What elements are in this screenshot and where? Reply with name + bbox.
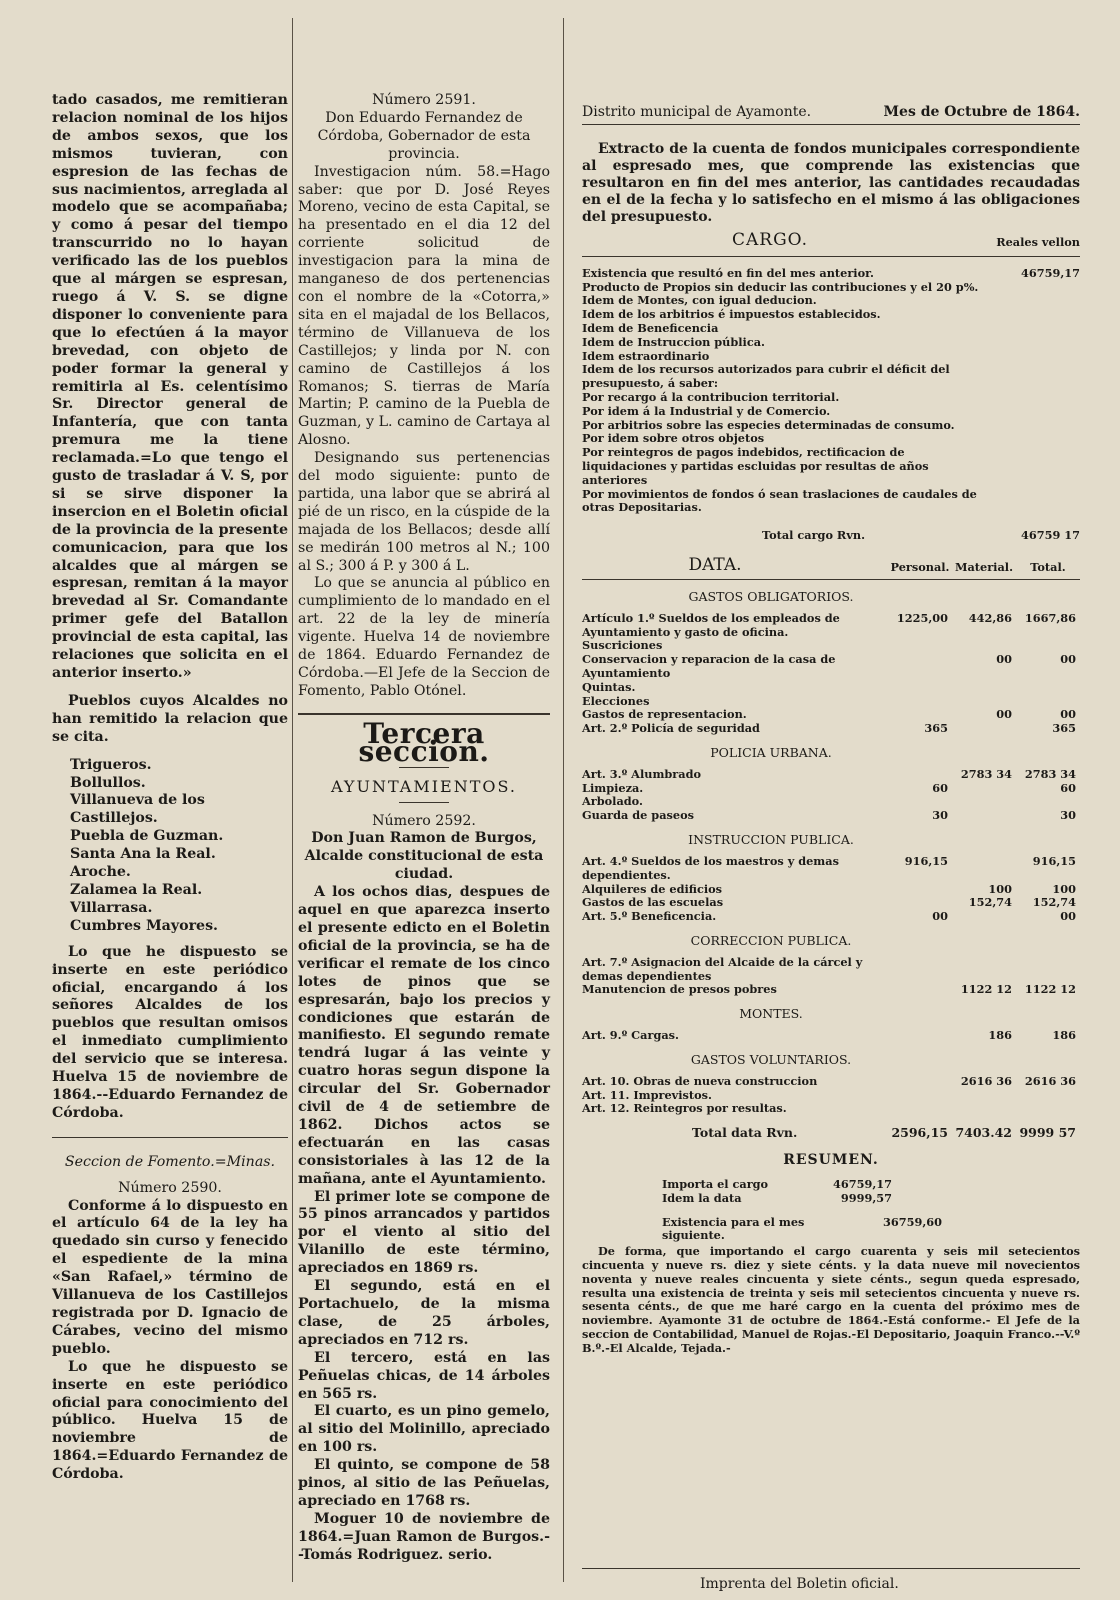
row-value: 365 bbox=[1052, 721, 1076, 736]
row-value: 916,15 bbox=[1032, 853, 1076, 868]
row-value bbox=[888, 956, 952, 984]
row-label: Art. 12. Reintegros por resultas. bbox=[582, 1101, 787, 1116]
row-label: Art. 10. Obras de nueva construccion bbox=[582, 1073, 818, 1088]
row-value: 00 bbox=[996, 652, 1012, 667]
paragraph: El tercero, está en las Peñuelas chicas, de 14 árboles en 565 rs. bbox=[298, 1349, 550, 1402]
divider bbox=[298, 713, 550, 715]
section-heading: CORRECCION PUBLICA. bbox=[690, 932, 852, 948]
table-row bbox=[582, 983, 1080, 997]
row-value bbox=[1016, 795, 1080, 809]
cargo-line: Producto de Propios sin deducir las contribuciones y el 20 p%. bbox=[582, 279, 979, 294]
row-value bbox=[952, 695, 1016, 709]
resumen-line: Importa el cargo 46759,17 bbox=[662, 1176, 892, 1191]
cargo-line: Idem de Instruccion pública. bbox=[582, 334, 765, 349]
row-value: 2783 34 bbox=[960, 766, 1012, 781]
column-2 bbox=[298, 92, 550, 1565]
total-data-value: 2596,15 bbox=[891, 1125, 948, 1141]
table-row bbox=[582, 1075, 1080, 1089]
row-value bbox=[1016, 695, 1080, 709]
row-value bbox=[888, 1029, 952, 1043]
row-value: 442,86 bbox=[968, 610, 1012, 625]
row-value bbox=[888, 1102, 952, 1116]
row-value bbox=[1016, 1102, 1080, 1116]
row-value: 00 bbox=[996, 707, 1012, 722]
row-label: Art. 3.º Alumbrado bbox=[582, 766, 702, 781]
row-value bbox=[952, 795, 1016, 809]
row-value bbox=[888, 1089, 952, 1103]
column-3 bbox=[582, 104, 1080, 1355]
row-value: 1667,86 bbox=[1024, 610, 1076, 625]
row-value: 2783 34 bbox=[1024, 766, 1076, 781]
row-value: 186 bbox=[988, 1028, 1012, 1043]
row-label: Art. 7.º Asignacion del Alcaide de la cárcel y demas dependientes bbox=[582, 954, 863, 983]
cargo-line: Por reintegros de pagos indebidos, rectificacion de liquidaciones y partidas escluidas por resultas de años anteriores bbox=[582, 445, 929, 487]
row-label: Artículo 1.º Sueldos de los empleados de Ayuntamiento y gasto de oficina. bbox=[582, 610, 840, 639]
row-value: 152,74 bbox=[968, 895, 1012, 910]
month-label: Mes de Octubre de 1864. bbox=[883, 104, 1080, 120]
cargo-line: Idem de Beneficencia bbox=[582, 321, 719, 335]
row-label: Art. 4.º Sueldos de los maestros y demas dependientes. bbox=[582, 853, 839, 882]
paragraph: Investigacion núm. 58.=Hago saber: que por D. José Reyes Moreno, vecino de esta Capital, se ha presentado en el dia 12 del corriente solicitud de investigacion para la mina de manganeso de dos pertenencias con el nombre de la «Cotorra,» sita en el majadal de los Bellacos, término de Villanueva de los Castillejos; y linda por N. con camino de Castillejos á los Romanos; S. tierras de María Martin; P. camino de la Puebla de Guzman, y L. camino de Cartaya al Alosno. bbox=[298, 163, 550, 449]
row-value bbox=[888, 639, 952, 653]
row-value bbox=[952, 1089, 1016, 1103]
total-data-value: 9999 57 bbox=[1019, 1125, 1076, 1141]
divider bbox=[582, 1568, 1080, 1569]
number-heading: Número 2592. bbox=[372, 812, 476, 829]
paragraph: tado casados, me remitieran relacion nominal de los hijos de ambos sexos, que los mismos tuvieran, con espresion de las fechas de sus nacimientos, arreglada al modelo que se acompañaba; y como á pesar del tiempo transcurrido no lo hayan verificado las de los pueblos que al márgen se espresan, ruego á V. S. se digne disponer lo conveniente para que lo efectúen á la mayor brevedad, con objeto de poder formar la general y remitirla al Es. celentísimo Sr. Director general de Infantería, que con tanta premura me la tiene reclamada.=Lo que tengo el gusto de trasladar á V. S, por si se sirve disponer la insercion en el Boletin oficial de la provincia de la presente comunicacion, para que los alcaldes que al márgen se espresan, remitan á la mayor brevedad al Sr. Comandante primer gefe del Batallon provincial de esta capital, las relaciones que solicita en el anterior inserto.» bbox=[52, 92, 288, 681]
row-value: 916,15 bbox=[904, 853, 948, 868]
list-item: Bollullos. bbox=[70, 774, 146, 791]
table-row bbox=[582, 883, 1080, 897]
table-row bbox=[582, 695, 1080, 709]
row-value bbox=[952, 722, 1016, 736]
row-value: 100 bbox=[988, 881, 1012, 896]
row-value: 00 bbox=[1060, 707, 1076, 722]
col-header: Material. bbox=[954, 560, 1014, 575]
section-heading: Seccion de Fomento.=Minas. bbox=[64, 1153, 276, 1170]
row-value bbox=[888, 681, 952, 695]
row-label: Conservacion y reparacion de la casa de Ayuntamiento bbox=[582, 652, 836, 680]
row-value bbox=[1016, 1089, 1080, 1103]
district-label: Distrito municipal de Ayamonte. bbox=[582, 104, 812, 120]
list-item: Santa Ana la Real. bbox=[70, 846, 216, 863]
list-item: Villanueva de los Castillejos. bbox=[70, 792, 205, 827]
table-row bbox=[582, 896, 1080, 910]
paragraph: Lo que he dispuesto se inserte en este periódico oficial, encargando á los señores Alcaldes de los pueblos que resultan omisos el inmediato cumplimiento del servicio que se interesa. Huelva 15 de noviembre de 1864.--Eduardo Fernandez de Córdoba. bbox=[52, 943, 288, 1121]
row-value bbox=[888, 983, 952, 997]
row-label: Limpieza. bbox=[582, 780, 644, 795]
section-title: Tercera seccion. bbox=[358, 716, 490, 768]
row-value bbox=[888, 768, 952, 782]
paragraph: Conforme á lo dispuesto en el artículo 64 de la ley ha quedado sin curso y fenecido el espediente de la mina «San Rafael,» término de Villanueva de los Castillejos registrada por D. Ignacio de Cárabes, vecino del mismo pueblo. bbox=[52, 1197, 288, 1357]
list-item: Aroche. bbox=[70, 864, 131, 881]
paragraph: El segundo, está en el Portachuelo, de la misma clase, de 25 árboles, apreciados en 712 rs. bbox=[298, 1278, 550, 1348]
row-value bbox=[888, 1075, 952, 1089]
divider bbox=[582, 256, 1080, 257]
col-header: Total. bbox=[1030, 560, 1066, 575]
row-value bbox=[888, 708, 952, 722]
heading: Don Juan Ramon de Burgos, Alcalde constitucional de esta ciudad. bbox=[304, 830, 544, 883]
divider bbox=[52, 1137, 288, 1138]
table-row bbox=[582, 1102, 1080, 1116]
resumen-title: RESUMEN. bbox=[783, 1152, 879, 1169]
number-heading: Número 2591. bbox=[372, 92, 476, 108]
cargo-title: CARGO. bbox=[732, 229, 809, 250]
paragraph: Lo que se anuncia al público en cumplimiento de lo mandado en el art. 22 de la ley de minería vigente. Huelva 14 de noviembre de 1864. Eduardo Fernandez de Córdoba.—El Jefe de la Seccion de Fomento, Pablo Otónel. bbox=[298, 575, 550, 699]
row-value: 2616 36 bbox=[960, 1073, 1012, 1088]
section-subtitle: AYUNTAMIENTOS. bbox=[331, 776, 517, 796]
row-value: 186 bbox=[1052, 1028, 1076, 1043]
row-label: Art. 5.º Beneficencia. bbox=[582, 909, 717, 924]
closing-paragraph: De forma, que importando el cargo cuarenta y seis mil setecientos cincuenta y nueve rs. diez y siete cénts. y la data nueve mil novecientos noventa y nueve reales cincuenta y siete cénts., segun queda espresado, resulta una existencia de treinta y seis mil setecientos cincuenta y nueve rs. sesenta cénts., de que me haré cargo en la cuenta del próximo mes de noviembre. Ayamonte 31 de octubre de 1864.-Está conforme.- El Jefe de la seccion de Contabilidad, Manuel de Rojas.-El Depositario, Joaquin Franco.--V.º B.º.-El Alcalde, Tejada.- bbox=[582, 1244, 1080, 1355]
list-item: Villarrasa. bbox=[70, 899, 153, 916]
row-value: 60 bbox=[932, 780, 948, 795]
cargo-line: Por idem sobre otros objetos bbox=[582, 431, 765, 446]
row-value: 100 bbox=[1052, 881, 1076, 896]
row-value: 00 bbox=[1060, 652, 1076, 667]
cargo-line: Por movimientos de fondos ó sean traslaciones de caudales de otras Depositarias. bbox=[582, 486, 977, 515]
column-divider bbox=[563, 18, 564, 1582]
data-header bbox=[582, 554, 1080, 575]
cargo-list bbox=[582, 267, 1080, 515]
table-row bbox=[582, 809, 1080, 823]
table-row bbox=[582, 855, 1080, 883]
row-value bbox=[1016, 639, 1080, 653]
divider bbox=[582, 579, 1080, 580]
table-row bbox=[582, 795, 1080, 809]
cargo-line: Existencia que resultó en fin del mes anterior. 46759,17 bbox=[582, 265, 1080, 280]
list-item: Puebla de Guzman. bbox=[70, 828, 224, 845]
table-row bbox=[582, 768, 1080, 782]
pueblos-title: Pueblos cuyos Alcaldes no han remitido la relacion que se cita. bbox=[52, 692, 288, 745]
data-title: DATA. bbox=[688, 554, 742, 575]
row-value bbox=[888, 883, 952, 897]
list-item: Trigueros. bbox=[70, 756, 152, 773]
resumen-list bbox=[662, 1178, 892, 1206]
table-row bbox=[582, 639, 1080, 653]
total-data bbox=[582, 1126, 1080, 1140]
row-label: Quintas. bbox=[582, 679, 636, 694]
table-row bbox=[582, 708, 1080, 722]
row-value bbox=[952, 639, 1016, 653]
row-label: Elecciones bbox=[582, 693, 650, 708]
paragraph: El quinto, se compone de 58 pinos, al sitio de las Peñuelas, apreciado en 1768 rs. bbox=[298, 1457, 550, 1509]
row-label: Art. 9.º Cargas. bbox=[582, 1028, 679, 1043]
cargo-line: Idem de los recursos autorizados para cubrir el déficit del presupuesto, á saber: bbox=[582, 362, 950, 391]
cargo-line: Idem de los arbitrios é impuestos establecidos. bbox=[582, 307, 881, 322]
paragraph: Lo que he dispuesto se inserte en este periódico oficial para conocimiento del público. Huelva 15 de noviembre de 1864.=Eduardo Fernandez de Córdoba. bbox=[52, 1358, 288, 1483]
row-value: 60 bbox=[1060, 780, 1076, 795]
cargo-line: Idem de Montes, con igual deducion. bbox=[582, 293, 817, 308]
row-value bbox=[952, 910, 1016, 924]
col-header: Personal. bbox=[890, 560, 950, 575]
row-value bbox=[952, 681, 1016, 695]
row-value: 152,74 bbox=[1032, 895, 1076, 910]
row-value bbox=[952, 782, 1016, 796]
row-value bbox=[952, 855, 1016, 883]
existencia bbox=[662, 1216, 942, 1244]
existencia-value: 36759,60 bbox=[883, 1214, 942, 1229]
table-row bbox=[582, 612, 1080, 640]
row-value bbox=[952, 1102, 1016, 1116]
table-row bbox=[582, 1089, 1080, 1103]
pueblos-list bbox=[52, 757, 288, 936]
row-label: Guarda de paseos bbox=[582, 808, 694, 823]
list-item: Zalamea la Real. bbox=[70, 881, 203, 898]
row-value bbox=[1016, 956, 1080, 984]
section-heading: GASTOS OBLIGATORIOS. bbox=[688, 588, 854, 604]
cargo-line: Idem estraordinario bbox=[582, 348, 710, 363]
footer-imprint: Imprenta del Boletin oficial. bbox=[700, 1576, 899, 1592]
table-row bbox=[582, 956, 1080, 984]
row-label: Art. 2.º Policía de seguridad bbox=[582, 721, 760, 736]
resumen-line: Idem la data 9999,57 bbox=[662, 1190, 892, 1205]
row-label: Art. 11. Imprevistos. bbox=[582, 1087, 712, 1102]
row-value: 30 bbox=[1060, 808, 1076, 823]
section-heading: INSTRUCCION PUBLICA. bbox=[688, 832, 854, 848]
row-label: Manutencion de presos pobres bbox=[582, 982, 777, 997]
row-value: 1122 12 bbox=[960, 982, 1012, 997]
paragraph: El cuarto, es un pino gemelo, al sitio del Molinillo, apreciado en 100 rs. bbox=[298, 1403, 550, 1456]
total-data-label: Total data Rvn. bbox=[692, 1125, 798, 1141]
row-value: 365 bbox=[924, 721, 948, 736]
row-label: Gastos de representacion. bbox=[582, 707, 747, 722]
table-row bbox=[582, 722, 1080, 736]
row-label: Gastos de las escuelas bbox=[582, 895, 724, 910]
existencia-label: Existencia para el mes siguiente. bbox=[662, 1214, 805, 1243]
row-value: 00 bbox=[1060, 909, 1076, 924]
row-label: Suscriciones bbox=[582, 638, 663, 653]
row-value: 2616 36 bbox=[1024, 1073, 1076, 1088]
row-value bbox=[888, 795, 952, 809]
row-value: 1122 12 bbox=[1024, 982, 1076, 997]
divider bbox=[399, 802, 449, 803]
section-heading: GASTOS VOLUNTARIOS. bbox=[690, 1051, 852, 1067]
row-value: 00 bbox=[932, 909, 948, 924]
table-row bbox=[582, 910, 1080, 924]
list-item: Cumbres Mayores. bbox=[70, 917, 218, 934]
cargo-line: Por recargo á la contribucion territorial. bbox=[582, 389, 840, 404]
row-value bbox=[952, 956, 1016, 984]
table-row bbox=[582, 681, 1080, 695]
row-value bbox=[888, 695, 952, 709]
total-cargo-value: 46759 17 bbox=[1021, 528, 1080, 543]
row-value bbox=[888, 653, 952, 681]
row-value: 1225,00 bbox=[896, 610, 948, 625]
section-heading: MONTES. bbox=[739, 1006, 803, 1022]
table-row bbox=[582, 1029, 1080, 1043]
total-cargo bbox=[582, 529, 1080, 543]
row-value: 30 bbox=[932, 808, 948, 823]
reales-label: Reales vellon bbox=[996, 235, 1080, 250]
column-divider bbox=[292, 18, 293, 1582]
column-1 bbox=[52, 92, 288, 1484]
table-row bbox=[582, 653, 1080, 681]
row-value bbox=[952, 809, 1016, 823]
table-row bbox=[582, 782, 1080, 796]
section-heading: POLICIA URBANA. bbox=[710, 744, 832, 760]
total-cargo-label: Total cargo Rvn. bbox=[762, 528, 866, 543]
total-data-value: 7403.42 bbox=[955, 1125, 1012, 1141]
row-label: Alquileres de edificios bbox=[582, 881, 723, 896]
data-table bbox=[582, 588, 1080, 1116]
row-label: Arbolado. bbox=[582, 794, 643, 809]
heading: Don Eduardo Fernandez de Córdoba, Gobernador de esta provincia. bbox=[317, 109, 531, 162]
cargo-line: Por arbitrios sobre las especies determinadas de consumo. bbox=[582, 417, 955, 432]
cargo-header bbox=[582, 229, 1080, 250]
account-title: Extracto de la cuenta de fondos municipales correspondiente al espresado mes, que comprende las existencias que resultaron en fin del mes anterior, las cantidades recaudadas en el de la fecha y lo satisfecho en el mismo á las obligaciones del presupuesto. bbox=[582, 140, 1080, 225]
row-value bbox=[1016, 681, 1080, 695]
paragraph: Designando sus pertenencias del modo siguiente: punto de partida, una labor que se abrirá al pié de un risco, en la cúspide de la majada de los Bellacos; desde allí se medirán 100 metros al N.; 100 al S.; 300 á P. y 300 á L. bbox=[298, 450, 550, 574]
account-header bbox=[582, 104, 1080, 125]
paragraph: Moguer 10 de noviembre de 1864.=Juan Ramon de Burgos.--Tomás Rodriguez. serio. bbox=[298, 1510, 550, 1563]
number-heading: Número 2590. bbox=[118, 1179, 222, 1196]
paragraph: El primer lote se compone de 55 pinos arrancados y partidos por el viento al sitio del Vilanillo de este término, apreciados en 1869 rs. bbox=[298, 1188, 550, 1277]
row-value bbox=[888, 896, 952, 910]
cargo-line: Por idem á la Industrial y de Comercio. bbox=[582, 403, 831, 418]
paragraph: A los ochos dias, despues de aquel en que aparezca inserto el presente edicto en el Boletin oficial de la provincia, se ha de verificar el remate de los cinco lotes de pinos que se espresarán, bajo los precios y condiciones que estarán de manifiesto. El segundo remate tendrá lugar á las veinte y cuatro horas segun dispone la circular del Sr. Gobernador civil de 4 de setiembre de 1862. Dichos actos se efectuarán en las casas consistoriales à las 12 de la mañana, ante el Ayuntamiento. bbox=[298, 884, 550, 1187]
